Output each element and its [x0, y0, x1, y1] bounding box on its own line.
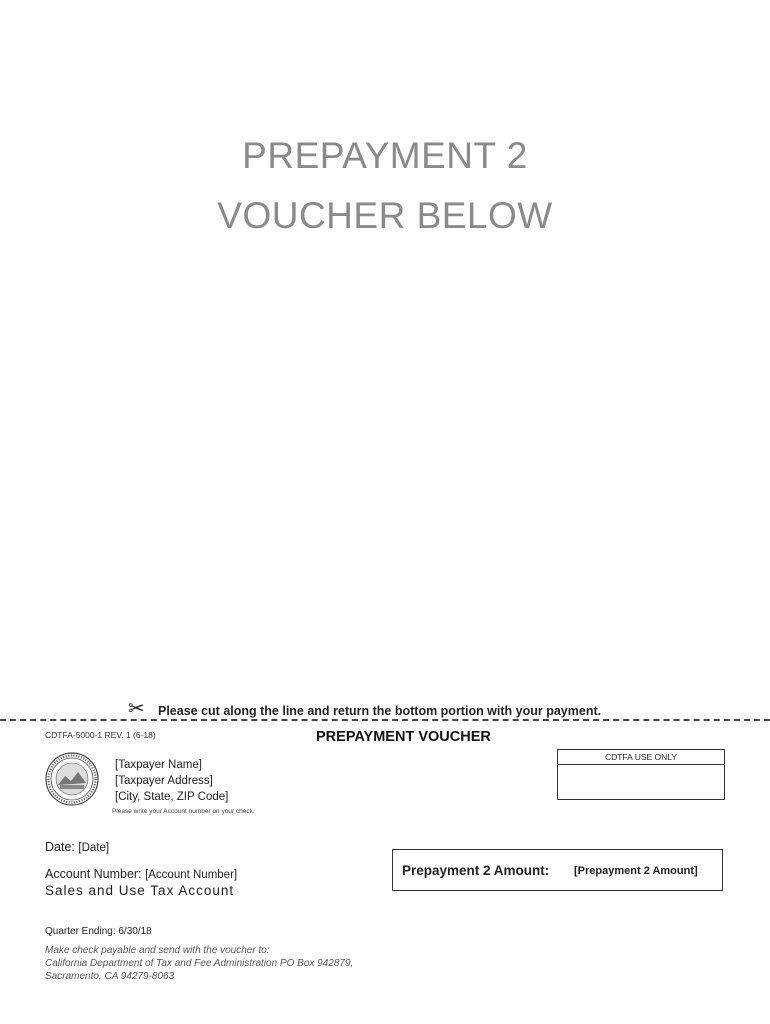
- form-code: CDTFA-5000-1 REV. 1 (6-18): [45, 730, 156, 740]
- account-type: Sales and Use Tax Account: [45, 883, 235, 898]
- heading-line-2: VOUCHER BELOW: [217, 195, 553, 236]
- voucher-title: PREPAYMENT VOUCHER: [316, 729, 491, 745]
- amount-value: [Prepayment 2 Amount]: [574, 865, 698, 877]
- taxpayer-name: [Taxpayer Name]: [115, 759, 202, 771]
- account-label: Account Number:: [45, 867, 142, 881]
- date-line: [45, 840, 109, 854]
- account-note: Please write your Account number on your check.: [112, 808, 255, 815]
- account-line: [45, 867, 237, 881]
- cut-instruction: Please cut along the line and return the bottom portion with your payment.: [158, 704, 602, 718]
- quarter-ending: Quarter Ending: 6/30/18: [45, 926, 152, 937]
- instructions-line-3: Sacramento, CA 94279-8063: [45, 971, 175, 982]
- account-value: [Account Number]: [145, 869, 238, 881]
- amount-label: Prepayment 2 Amount:: [402, 863, 550, 878]
- cdtfa-use-only-box: [557, 749, 725, 800]
- instructions-line-2: California Department of Tax and Fee Administration PO Box 942879,: [45, 958, 354, 969]
- instructions-line-1: Make check payable and send with the voucher to:: [45, 945, 270, 956]
- date-label: Date:: [45, 840, 75, 854]
- prepayment-amount-box: [392, 849, 723, 891]
- state-seal-icon: [45, 752, 99, 806]
- heading-line-1: PREPAYMENT 2: [242, 135, 528, 176]
- scissors-icon: ✂: [128, 698, 145, 720]
- taxpayer-city: [City, State, ZIP Code]: [115, 791, 229, 803]
- cdtfa-use-only-label: CDTFA USE ONLY: [558, 750, 724, 765]
- date-value: [Date]: [78, 842, 110, 854]
- cut-line: [0, 719, 770, 721]
- taxpayer-address: [Taxpayer Address]: [115, 775, 213, 787]
